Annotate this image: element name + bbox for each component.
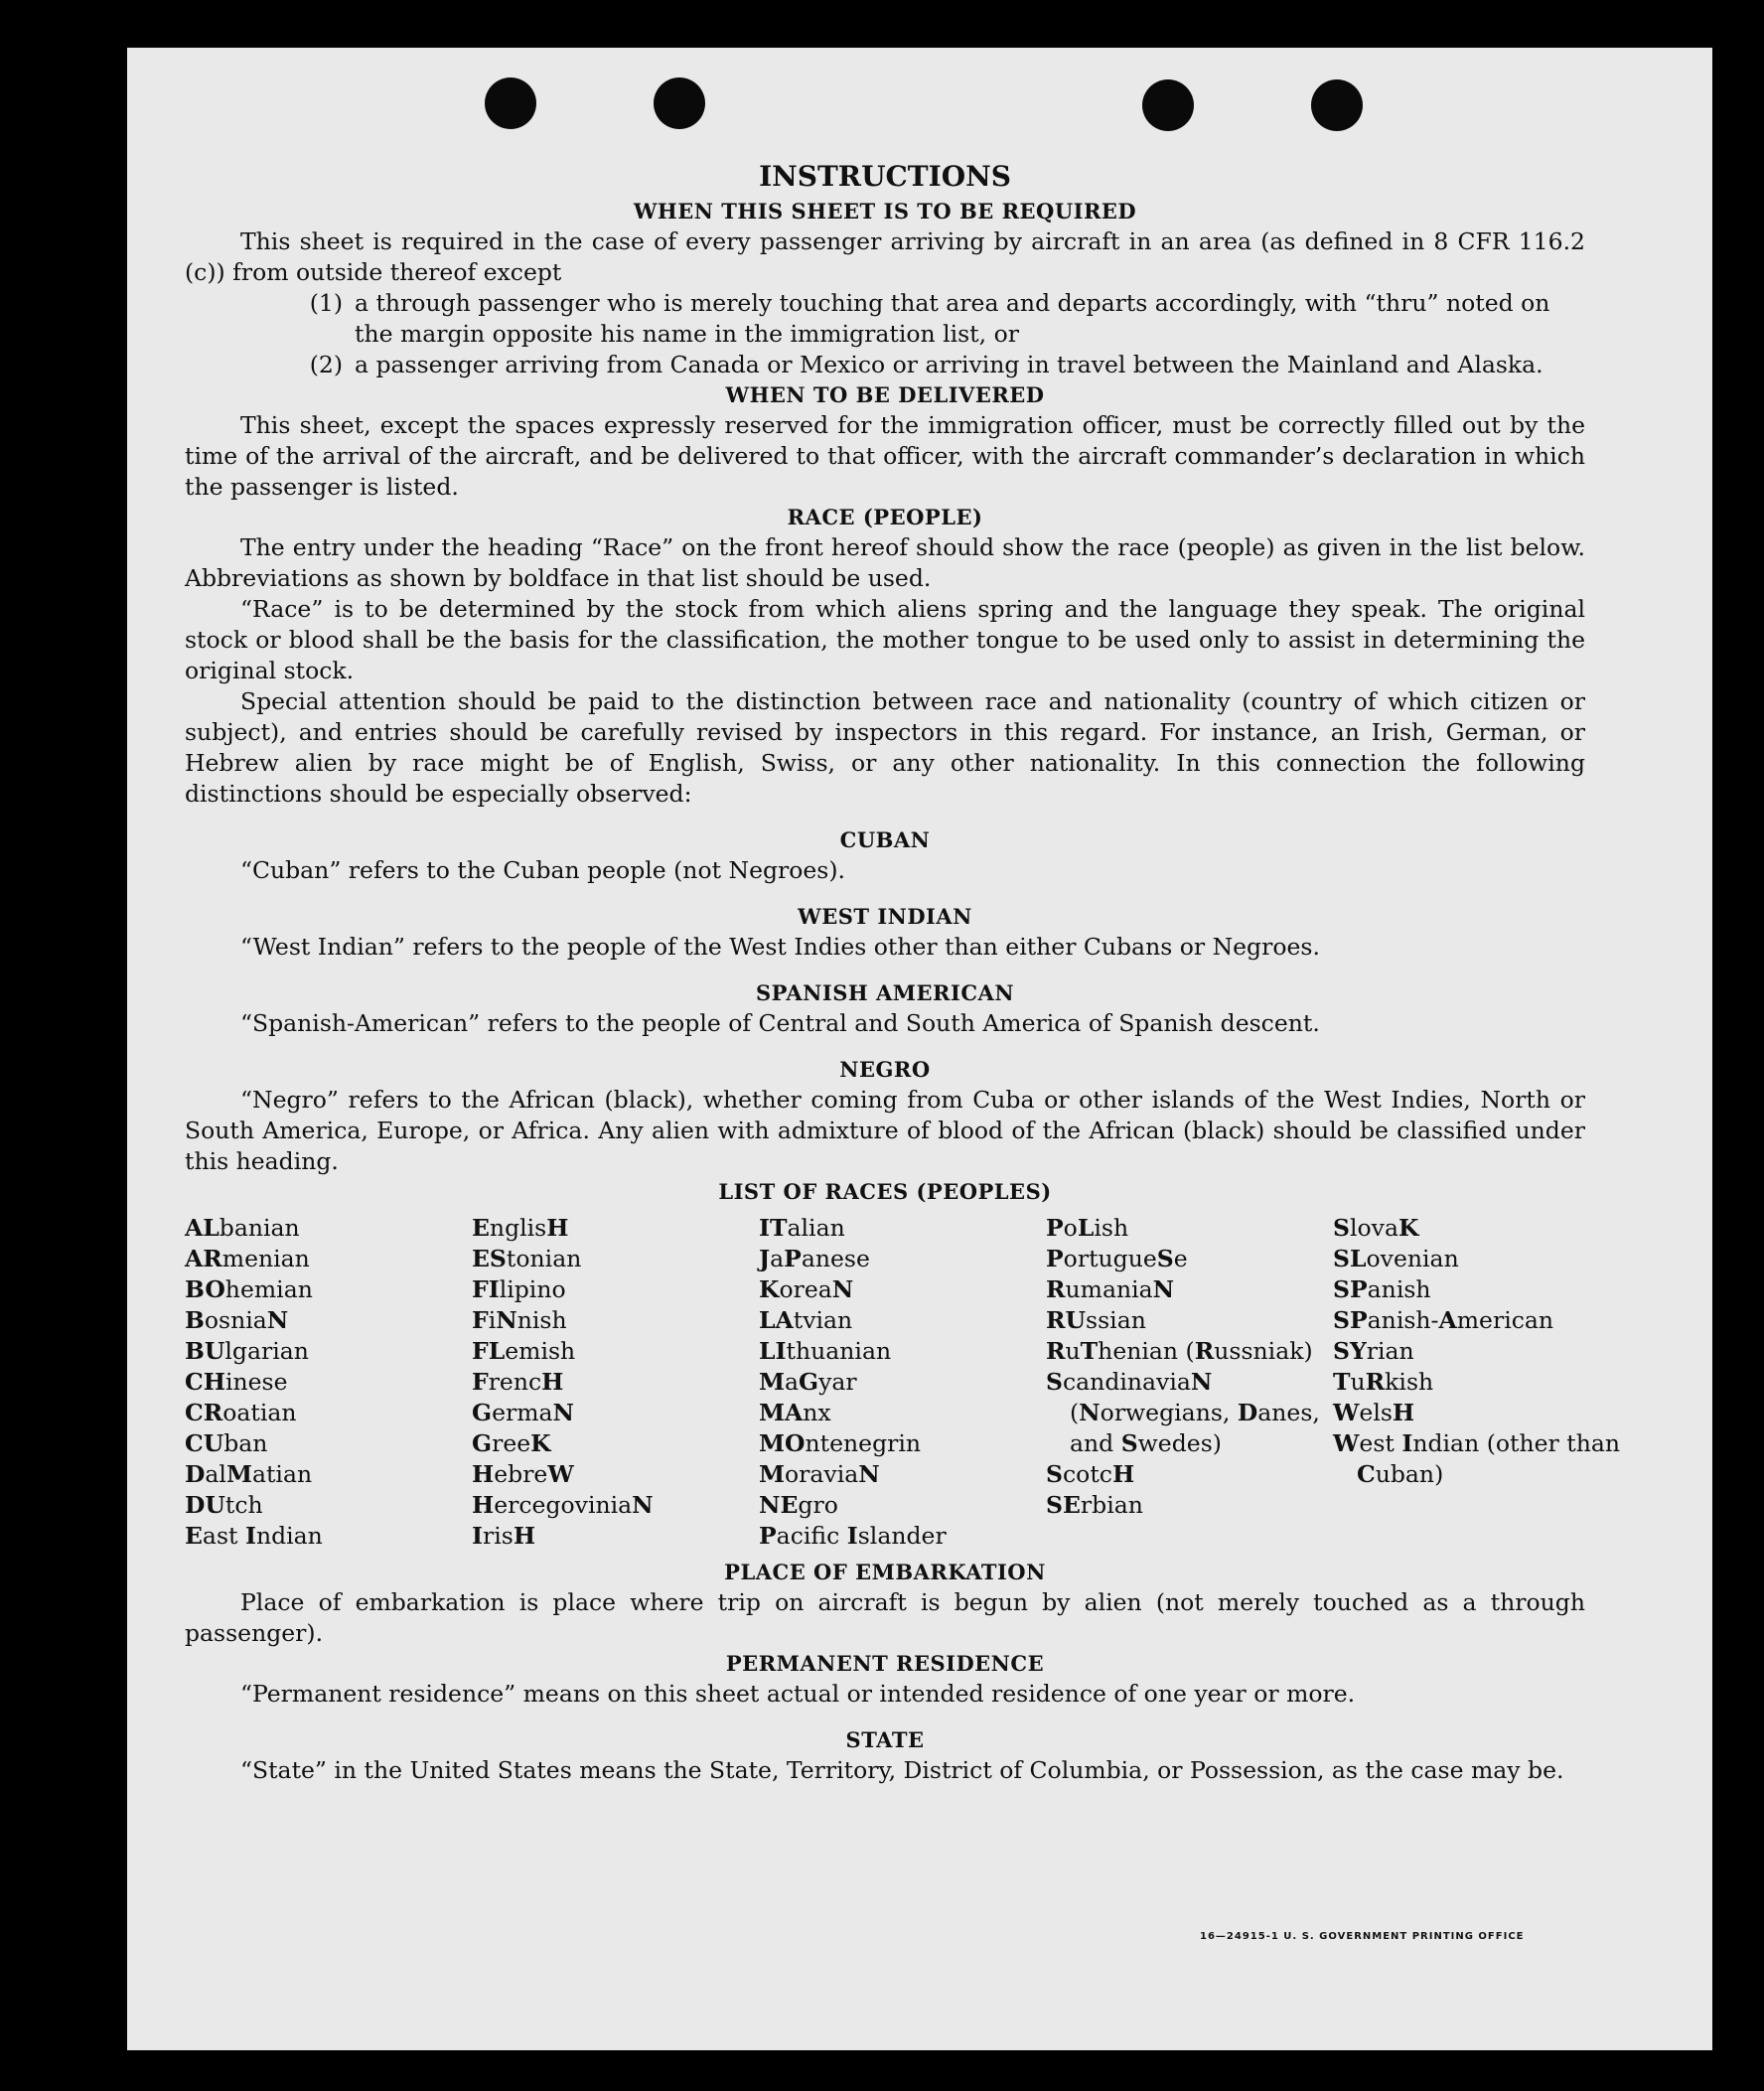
document-page <box>127 48 1712 2050</box>
race-entry: MaGyar <box>759 1368 857 1396</box>
section-heading-negro: NEGRO <box>839 1057 931 1082</box>
race-entry: HercegoviniaN <box>472 1491 654 1519</box>
list-text: a through passenger who is merely touching that area and departs accordingly, with “thru” noted on the margin opposite his name in the immigration list, or <box>355 289 1550 348</box>
race-entry: BosniaN <box>185 1306 289 1334</box>
race-entry: SLovenian <box>1333 1245 1459 1272</box>
punch-hole <box>1311 79 1363 131</box>
list-text: a passenger arriving from Canada or Mexico or arriving in travel between the Mainland and Alaska. <box>355 351 1544 378</box>
race-entry: IrisH <box>472 1522 536 1550</box>
section-heading-state: STATE <box>845 1727 925 1752</box>
race-entry: FIlipino <box>472 1275 566 1303</box>
race-entry: ARmenian <box>185 1245 310 1272</box>
state-text: “State” in the United States means the State, Territory, District of Columbia, or Possession, as the case may be. <box>240 1756 1564 1784</box>
races-column-5 <box>1333 1213 1620 1552</box>
list-item <box>185 288 1585 350</box>
race-entry: EStonian <box>472 1245 582 1272</box>
race-entry: GreeK <box>472 1429 551 1457</box>
race-entry: MoraviaN <box>759 1460 880 1488</box>
race-entry: DUtch <box>185 1491 263 1519</box>
race-entry: KoreaN <box>759 1275 854 1303</box>
race-entry: WelsH <box>1333 1399 1415 1426</box>
west-indian-text: “West Indian” refers to the people of the West Indies other than either Cubans or Negroes. <box>240 933 1320 961</box>
race-entry: DalMatian <box>185 1460 313 1488</box>
race-entry: GermaN <box>472 1399 575 1426</box>
race-entry: CHinese <box>185 1368 288 1396</box>
race-entry: RumaniaN <box>1046 1275 1175 1303</box>
list-item <box>185 350 1585 380</box>
section-heading-embarkation: PLACE OF EMBARKATION <box>724 1560 1046 1584</box>
list-number: (2) <box>309 351 343 378</box>
page-title: INSTRUCTIONS <box>759 160 1011 193</box>
race-entry: BOhemian <box>185 1275 313 1303</box>
races-list <box>185 1213 1620 1552</box>
race-entry: MOntenegrin <box>759 1429 922 1457</box>
race-entry: ScandinaviaN (Norwegians, Danes, and Swedes) <box>1046 1368 1320 1457</box>
race-entry: CUban <box>185 1429 268 1457</box>
section-heading-delivered: WHEN TO BE DELIVERED <box>725 382 1045 407</box>
race-entry: RuThenian (Russniak) <box>1046 1337 1313 1365</box>
race-entry: RUssian <box>1046 1306 1146 1334</box>
race-entry: SPanish-American <box>1333 1306 1554 1334</box>
race-paragraph-2: “Race” is to be determined by the stock from which aliens spring and the language they speak. The original stock or blood shall be the basis for the classification, the mother tongue to be used only to assist in determining the original stock. <box>185 595 1585 684</box>
instructions-content <box>185 159 1620 1786</box>
section-heading-race: RACE (PEOPLE) <box>787 505 983 529</box>
race-entry: CRoatian <box>185 1399 297 1426</box>
section-heading-required: WHEN THIS SHEET IS TO BE REQUIRED <box>633 199 1137 224</box>
punch-hole <box>485 77 536 129</box>
race-entry: SYrian <box>1333 1337 1414 1365</box>
race-entry: BUlgarian <box>185 1337 309 1365</box>
race-paragraph-3: Special attention should be paid to the distinction between race and nationality (country of which citizen or subject), and entries should be carefully revised by inspectors in this regard. For instance, an Irish, German, or Hebrew alien by race might be of English, Swiss, or any other nationality. In this connection the following distinctions should be especially observed: <box>185 687 1585 808</box>
section-heading-cuban: CUBAN <box>839 827 931 852</box>
race-paragraph-1: The entry under the heading “Race” on the front hereof should show the race (people) as given in the list below. Abbreviations as shown by boldface in that list should be used. <box>185 533 1585 592</box>
race-entry: SErbian <box>1046 1491 1143 1519</box>
race-entry: TuRkish <box>1333 1368 1434 1396</box>
race-entry: ALbanian <box>185 1214 300 1242</box>
race-entry: JaPanese <box>759 1245 870 1272</box>
cuban-text: “Cuban” refers to the Cuban people (not Negroes). <box>240 856 846 884</box>
punch-hole <box>654 77 705 129</box>
race-entry: NEgro <box>759 1491 838 1519</box>
race-entry: ITalian <box>759 1214 845 1242</box>
race-entry: Pacifc Islander <box>759 1522 947 1550</box>
race-entry: SlovaK <box>1333 1214 1419 1242</box>
section-heading-spanish-american: SPANISH AMERICAN <box>755 980 1015 1005</box>
race-entry: LIthuanian <box>759 1337 892 1365</box>
race-entry: SPanish <box>1333 1275 1431 1303</box>
race-entry: FiNnish <box>472 1306 567 1334</box>
race-entry: EnglisH <box>472 1214 569 1242</box>
embarkation-text: Place of embarkation is place where trip on aircraft is begun by alien (not merely touched as a through passenger). <box>185 1588 1585 1647</box>
race-entry: MAnx <box>759 1399 831 1426</box>
races-column-3 <box>759 1213 1046 1552</box>
printing-office-code: 16—24915-1 U. S. GOVERNMENT PRINTING OFFICE <box>1200 1931 1525 1942</box>
race-entry: PoLish <box>1046 1214 1129 1242</box>
spanish-american-text: “Spanish-American” refers to the people of Central and South America of Spanish descent. <box>240 1009 1320 1037</box>
negro-text: “Negro” refers to the African (black), whether coming from Cuba or other islands of the West Indies, North or South America, Europe, or Africa. Any alien with admixture of blood of the African (black) should be classified under this heading. <box>185 1086 1585 1175</box>
race-entry: HebreW <box>472 1460 574 1488</box>
residence-text: “Permanent residence” means on this sheet actual or intended residence of one year or more. <box>240 1680 1356 1708</box>
section-heading-residence: PERMANENT RESIDENCE <box>725 1651 1045 1676</box>
section-heading-west-indian: WEST INDIAN <box>798 904 972 929</box>
race-entry: West Indian (other than Cuban) <box>1333 1429 1620 1488</box>
races-column-2 <box>472 1213 759 1552</box>
races-column-1 <box>185 1213 472 1552</box>
races-column-4 <box>1046 1213 1333 1552</box>
required-intro: This sheet is required in the case of every passenger arriving by aircraft in an area (as defined in 8 CFR 116.2 (c)) from outside thereof except <box>185 227 1585 286</box>
race-entry: FrencH <box>472 1368 564 1396</box>
race-entry: LAtvian <box>759 1306 853 1334</box>
punch-hole <box>1142 79 1194 131</box>
race-entry: ScotcH <box>1046 1460 1135 1488</box>
race-entry: East Indian <box>185 1522 323 1550</box>
list-number: (1) <box>309 289 343 317</box>
race-entry: FLemish <box>472 1337 576 1365</box>
race-entry: PortugueSe <box>1046 1245 1188 1272</box>
section-heading-races-list: LIST OF RACES (PEOPLES) <box>718 1179 1052 1204</box>
delivered-text: This sheet, except the spaces expressly reserved for the immigration officer, must be correctly filled out by the time of the arrival of the aircraft, and be delivered to that officer, with the aircraft commander’s declaration in which the passenger is listed. <box>185 411 1585 501</box>
